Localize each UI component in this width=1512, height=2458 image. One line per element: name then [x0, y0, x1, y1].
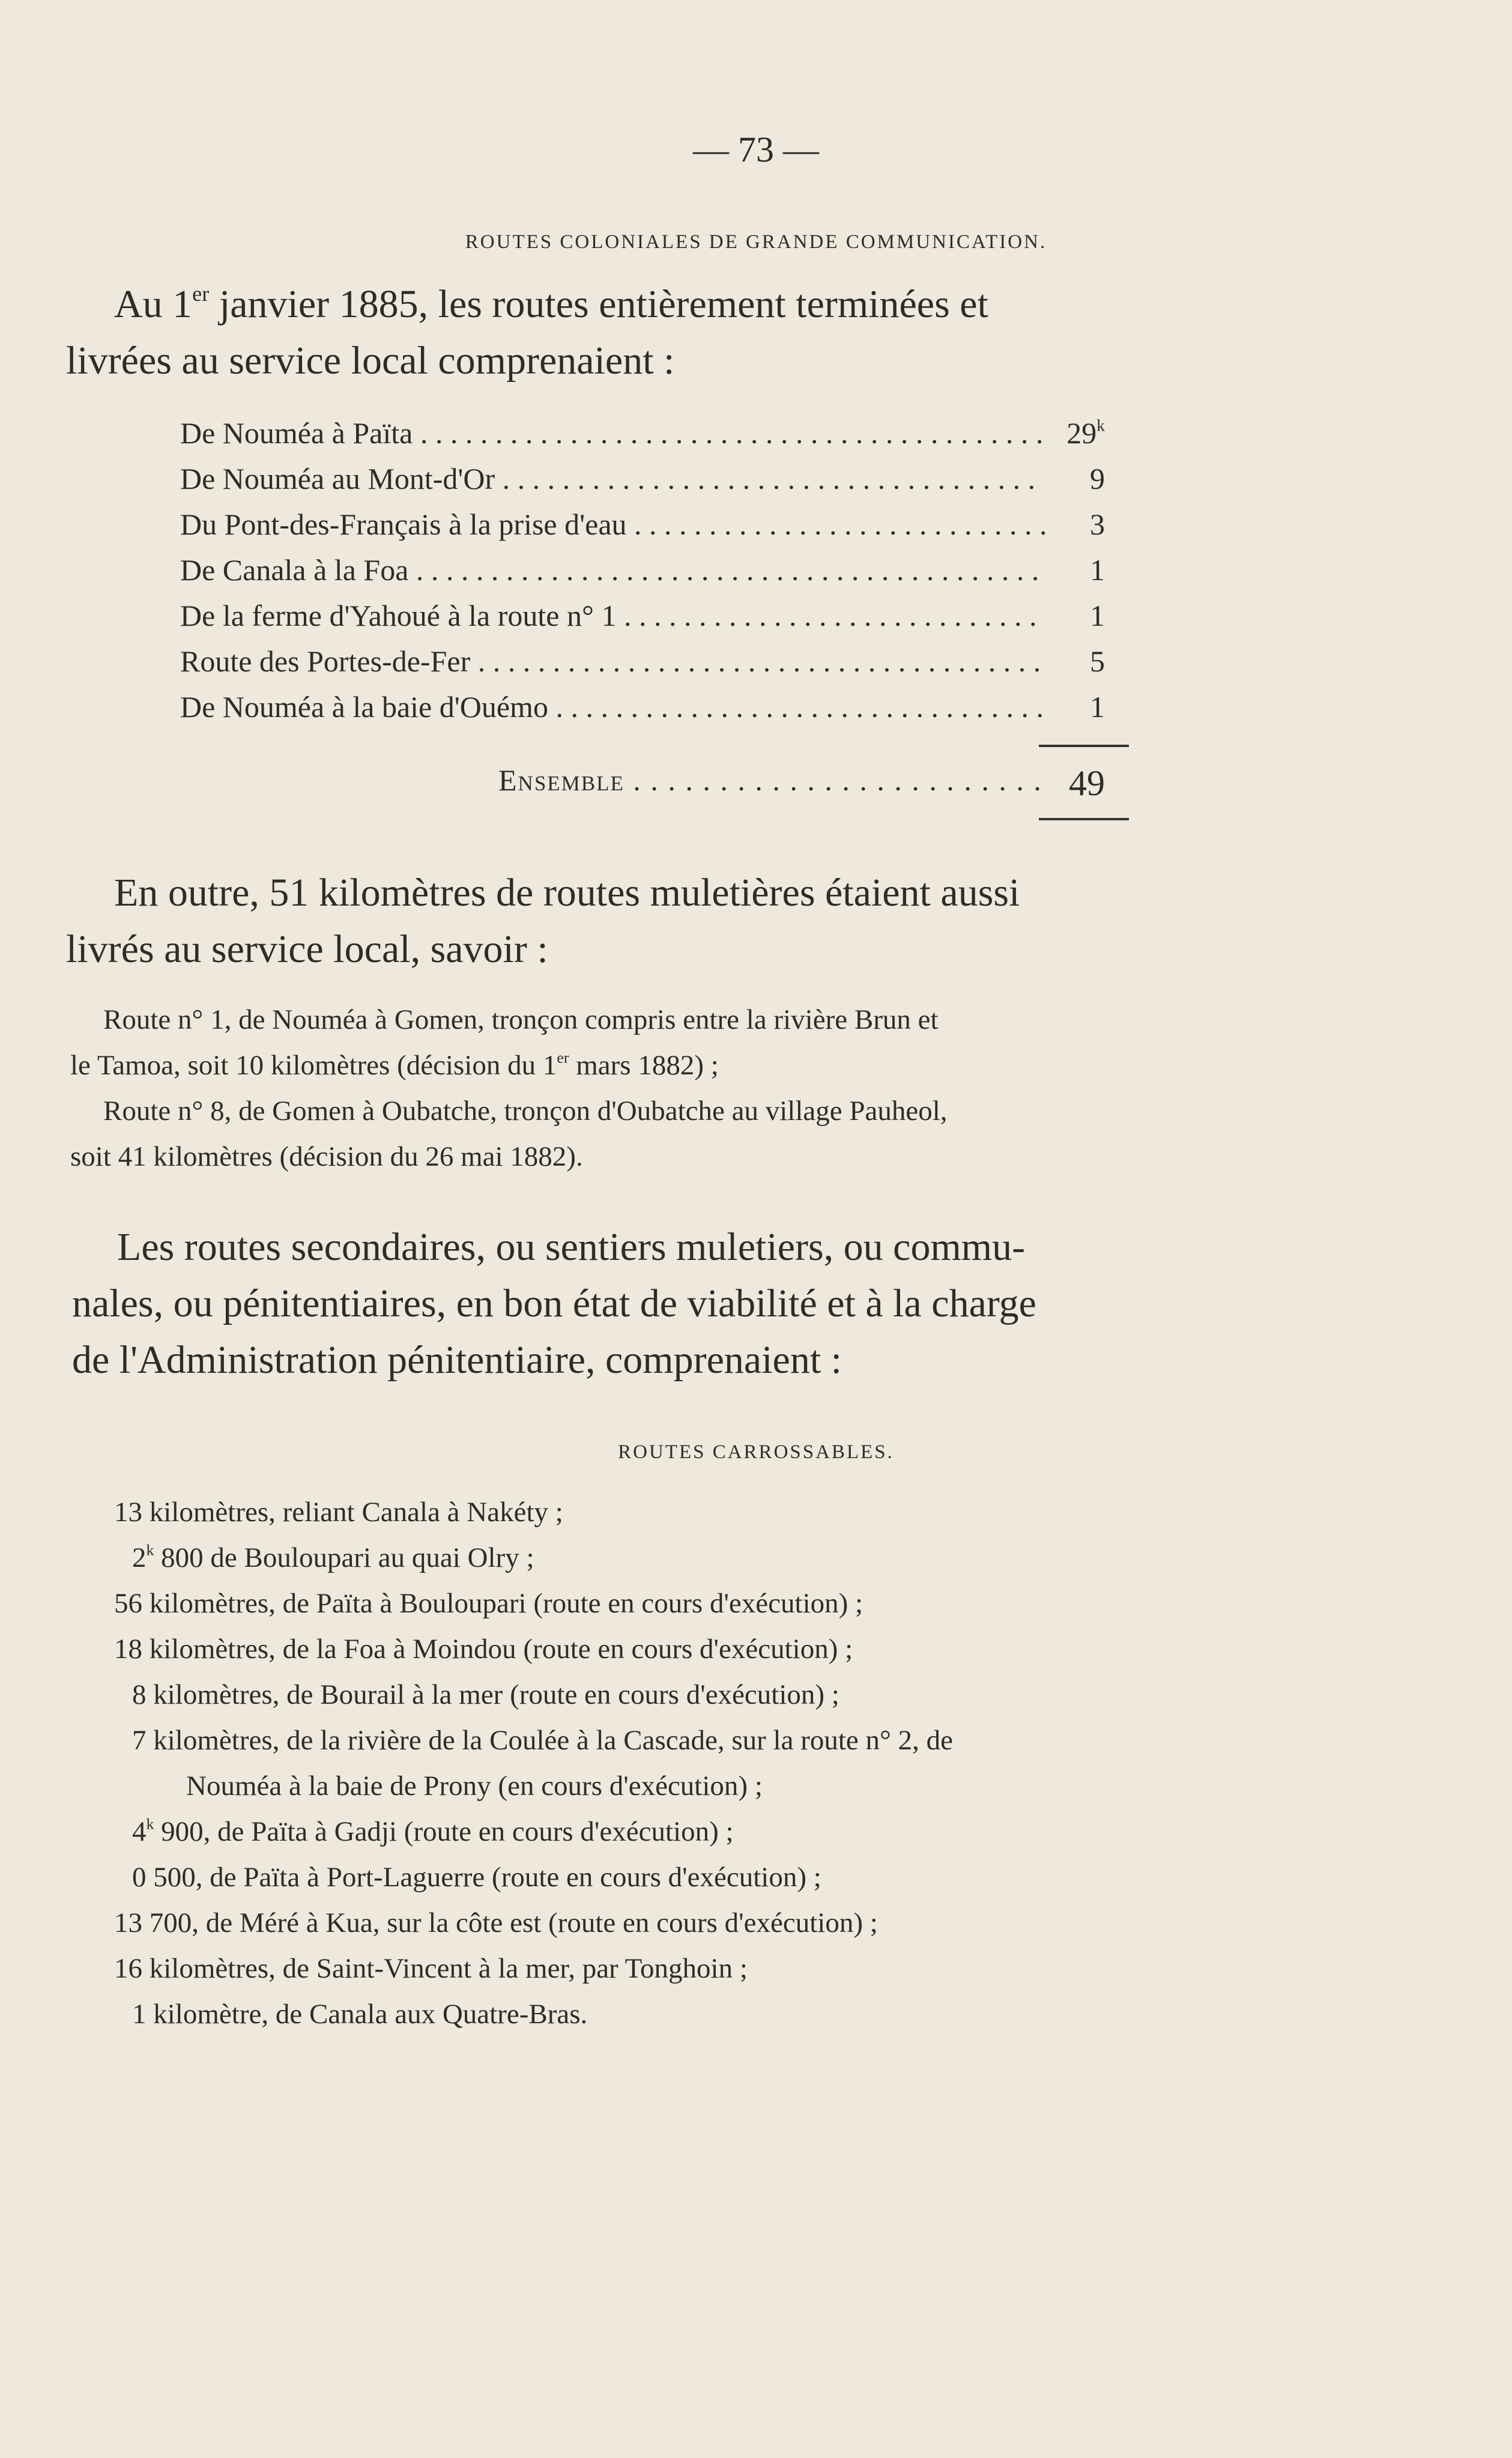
- mule-route-2-line-1: Route n° 8, de Gomen à Oubatche, tronçon d'Oubatche au village Pauheol,: [103, 1095, 948, 1127]
- row-value-number: 5: [1090, 644, 1105, 678]
- list-item-text-b: 800 de Bouloupari au quai Olry ;: [154, 1542, 534, 1573]
- list-item: [132, 1854, 953, 1900]
- list-item-sup: k: [146, 1541, 154, 1559]
- row-value: [1045, 461, 1117, 496]
- list-item: [114, 1626, 953, 1672]
- list-item-text-b: 900, de Païta à Gadji (route en cours d'exécution) ;: [154, 1816, 734, 1847]
- total-label: Ensemble . . .: [498, 763, 1045, 798]
- row-value-unit: k: [1096, 416, 1105, 435]
- total-rule-top: [1039, 745, 1129, 747]
- row-label: Du Pont-des-Français à la prise d'eau . . .: [180, 507, 1045, 542]
- list-item-text: 56 kilomètres, de Païta à Bouloupari (route en cours d'exécution) ;: [114, 1588, 863, 1619]
- list-item-sup: k: [146, 1815, 154, 1833]
- list-item-text: 7 kilomètres, de la rivière de la Coulée à la Cascade, sur la route n° 2, de: [132, 1725, 953, 1756]
- list-item-text: 0 500, de Païta à Port-Laguerre (route en cours d'exécution) ;: [132, 1862, 821, 1893]
- intro-sup: er: [192, 281, 210, 306]
- carriage-roads-list: [114, 1489, 953, 2037]
- list-item-text: 16 kilomètres, de Saint-Vincent à la mer, par Tonghoin ;: [114, 1953, 748, 1984]
- mule-route-1-sup: er: [557, 1049, 569, 1067]
- list-item: [114, 1581, 953, 1626]
- list-item-text: 2: [132, 1542, 147, 1573]
- total-row: [498, 763, 1117, 808]
- total-row-wrap: [498, 763, 1117, 808]
- mule-route-1-text-b: mars 1882) ;: [569, 1050, 719, 1081]
- page-number: — 73 —: [693, 130, 819, 169]
- total-value: 49: [1069, 763, 1105, 803]
- section-heading-colonial-roads: ROUTES COLONIALES DE GRANDE COMMUNICATION.: [465, 231, 1047, 253]
- intro-text-b: janvier 1885, les routes entièrement terminées et: [209, 282, 988, 326]
- row-value: [1045, 598, 1117, 633]
- list-item-text: 1 kilomètre, de Canala aux Quatre-Bras.: [132, 1999, 588, 2030]
- mule-route-1-line-1: Route n° 1, de Nouméa à Gomen, tronçon compris entre la rivière Brun et: [103, 1004, 939, 1035]
- list-item: [132, 1718, 953, 1763]
- table-row: [180, 507, 1117, 552]
- list-item-text: 13 700, de Méré à Kua, sur la côte est (route en cours d'exécution) ;: [114, 1907, 878, 1939]
- list-item-text: 4: [132, 1816, 147, 1847]
- secondary-line-3: de l'Administration pénitentiaire, comprenaient :: [72, 1338, 842, 1382]
- row-value: [1045, 644, 1117, 679]
- row-value-number: 1: [1090, 690, 1105, 724]
- secondary-line-1: Les routes secondaires, ou sentiers muletiers, ou commu-: [117, 1225, 1026, 1269]
- intro-line-1: [114, 276, 988, 333]
- table-row: [180, 552, 1117, 598]
- mule-route-1-text-a: le Tamoa, soit 10 kilomètres (décision du 1: [70, 1050, 557, 1081]
- row-value: [1045, 689, 1117, 724]
- table-row: [180, 461, 1117, 507]
- intro-line-2: livrées au service local comprenaient :: [66, 339, 675, 383]
- list-item: [114, 1946, 953, 1991]
- row-value-number: 1: [1090, 599, 1105, 632]
- row-value-number: 9: [1090, 462, 1105, 495]
- outre-paragraph: [66, 865, 1020, 978]
- list-item-text: Nouméa à la baie de Prony (en cours d'exécution) ;: [186, 1770, 763, 1802]
- list-item: [114, 1900, 953, 1946]
- mule-routes: [70, 997, 948, 1179]
- row-label: Route des Portes-de-Fer . . .: [180, 644, 1045, 679]
- list-item: [114, 1489, 953, 1535]
- outre-line-1: En outre, 51 kilomètres de routes muletières étaient aussi: [114, 871, 1020, 915]
- row-value-number: 3: [1090, 507, 1105, 541]
- row-label: De Canala à la Foa . . .: [180, 552, 1045, 587]
- table-row: [180, 689, 1117, 735]
- intro-text-a: Au 1: [114, 282, 193, 326]
- list-item: [132, 1809, 953, 1854]
- secondary-line-2: nales, ou pénitentiaires, en bon état de viabilité et à la charge: [72, 1282, 1036, 1325]
- row-value-number: 29: [1066, 416, 1097, 450]
- row-label: De Nouméa au Mont-d'Or . . .: [180, 461, 1045, 496]
- row-value: [1045, 416, 1117, 450]
- list-item-text: 18 kilomètres, de la Foa à Moindou (route en cours d'exécution) ;: [114, 1633, 853, 1665]
- table-row: [180, 598, 1117, 644]
- list-item-text: 13 kilomètres, reliant Canala à Nakéty ;: [114, 1497, 563, 1528]
- row-label: De Nouméa à Païta . . .: [180, 416, 1045, 450]
- secondary-paragraph: [72, 1219, 1036, 1388]
- list-item-text: 8 kilomètres, de Bourail à la mer (route en cours d'exécution) ;: [132, 1679, 839, 1710]
- row-value-number: 1: [1090, 553, 1105, 587]
- list-item: [132, 1991, 953, 2037]
- total-rule-bottom: [1039, 818, 1129, 820]
- row-label: De Nouméa à la baie d'Ouémo . . .: [180, 689, 1045, 724]
- outre-line-2: livrés au service local, savoir :: [66, 927, 548, 971]
- roads-table: [180, 416, 1117, 735]
- intro-paragraph: [66, 276, 988, 389]
- list-item: [132, 1535, 953, 1581]
- row-value: [1045, 552, 1117, 587]
- list-item-continuation: [186, 1763, 953, 1809]
- table-row: [180, 644, 1117, 689]
- row-value: [1045, 507, 1117, 542]
- section-heading-carriage-roads: ROUTES CARROSSABLES.: [618, 1441, 894, 1463]
- mule-route-2-line-2: soit 41 kilomètres (décision du 26 mai 1882).: [70, 1141, 583, 1172]
- mule-route-1-line-2: [70, 1043, 948, 1088]
- row-label: De la ferme d'Yahoué à la route n° 1 . . .: [180, 598, 1045, 633]
- list-item: [132, 1672, 953, 1718]
- table-row: [180, 416, 1117, 461]
